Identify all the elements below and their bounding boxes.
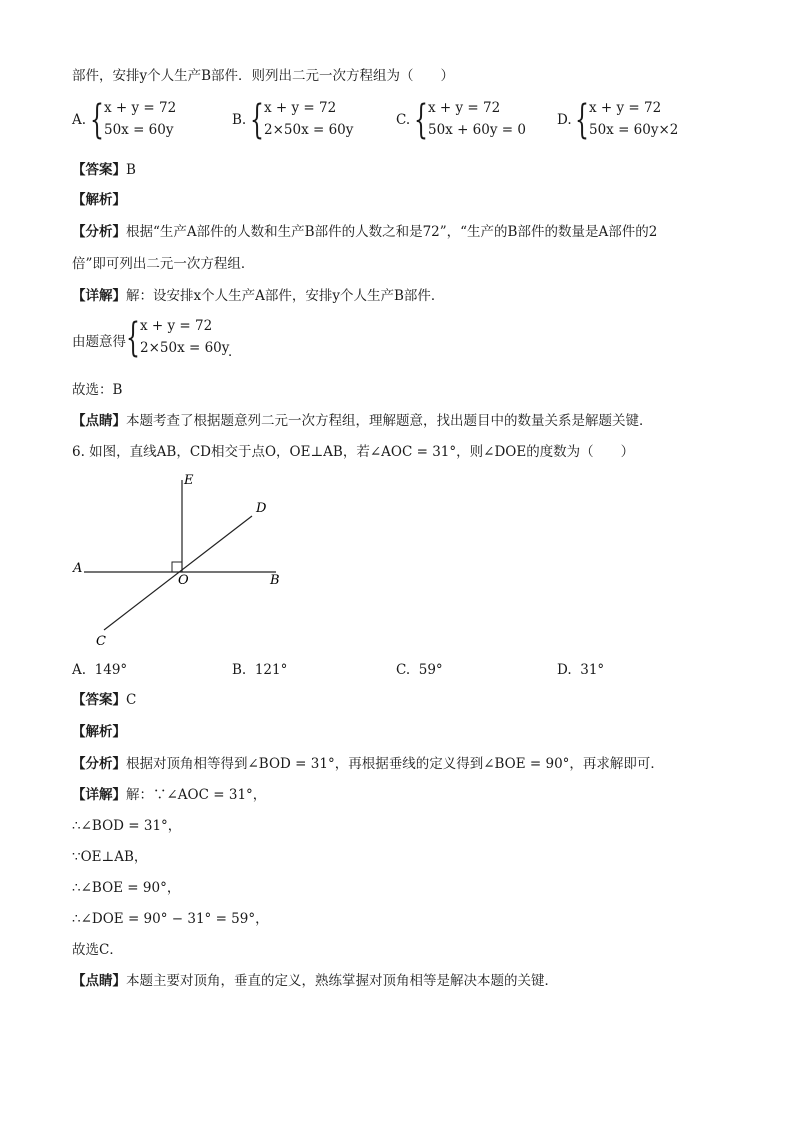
dianjing-text: 本题主要对顶角，垂直的定义，熟练掌握对顶角相等是解决本题的关键． <box>126 973 558 989</box>
q6-option-d <box>557 662 604 678</box>
option-label: D. <box>557 662 572 678</box>
q6-dianjing <box>72 971 558 991</box>
answer-value: B <box>126 162 136 178</box>
solution-step: 解：∵∠AOC = 31°， <box>126 787 267 803</box>
dianjing-tag: 【点睛】 <box>72 973 126 989</box>
answer-tag: 【答案】 <box>72 162 126 178</box>
q6-answer <box>72 690 136 710</box>
solution-step: ∴∠BOD = 31°， <box>72 818 182 834</box>
q6-xiangjie <box>72 785 266 805</box>
point-label-c: C <box>96 634 106 649</box>
q6-fenxi <box>72 754 664 774</box>
analysis-tag: 【解析】 <box>72 724 126 740</box>
q5-option-a <box>72 97 222 146</box>
xiangjie-tag: 【详解】 <box>72 787 126 803</box>
q5-choose: 故选：B <box>72 382 123 398</box>
point-label-a: A <box>73 561 83 576</box>
q5-analysis-tag <box>72 190 126 210</box>
system-end: ． <box>228 344 242 360</box>
equation-2: 2×50x = 60y <box>264 122 354 138</box>
option-label: A. <box>72 112 87 128</box>
q6-option-a <box>72 662 127 678</box>
brace-icon: { <box>250 97 264 143</box>
q5-fenxi-cont: 倍”即可列出二元一次方程组． <box>72 256 255 272</box>
q5-fenxi <box>72 222 657 242</box>
point-label-e: E <box>184 473 194 488</box>
fenxi-text: 根据对顶角相等得到∠BOD = 31°，再根据垂线的定义得到∠BOE = 90°，再求解即可． <box>126 756 664 772</box>
solution-step: ∵OE⊥AB， <box>72 849 148 865</box>
equation-1: x + y = 72 <box>428 100 501 116</box>
q5-option-d <box>557 97 707 146</box>
q5-option-b <box>232 97 382 146</box>
q6-stem: 6. 如图，直线AB，CD相交于点O，OE⊥AB，若∠AOC = 31°，则∠DOE的度数为（ ） <box>72 444 635 460</box>
fenxi-tag: 【分析】 <box>72 756 126 772</box>
point-label-d: D <box>256 501 267 516</box>
point-label-o: O <box>178 573 189 588</box>
q6-option-c <box>396 662 443 678</box>
equation-2: 50x + 60y = 0 <box>428 122 526 138</box>
brace-icon: { <box>90 97 104 143</box>
option-label: B. <box>232 662 247 678</box>
option-label: A. <box>72 662 87 678</box>
xiangjie-text: 解：设安排x个人生产A部件，安排y个人生产B部件． <box>126 288 445 304</box>
fenxi-text: 根据“生产A部件的人数和生产B部件的人数之和是72”，“生产的B部件的数量是A部件的2 <box>126 224 658 240</box>
equation-2: 50x = 60y×2 <box>589 122 679 138</box>
dianjing-tag: 【点睛】 <box>72 413 126 429</box>
brace-icon: { <box>126 315 140 361</box>
answer-value: C <box>126 692 137 708</box>
solution-step: ∴∠BOE = 90°， <box>72 880 181 896</box>
option-value: 149° <box>94 662 128 678</box>
equation-1: x + y = 72 <box>264 100 337 116</box>
brace-icon: { <box>575 97 589 143</box>
q6-option-b <box>232 662 287 678</box>
q5-dianjing <box>72 411 653 431</box>
option-value: 121° <box>254 662 288 678</box>
solution-step: ∴∠DOE = 90° − 31° = 59°， <box>72 911 269 927</box>
option-label: B. <box>232 112 247 128</box>
equation-1: x + y = 72 <box>104 100 177 116</box>
q5-xiangjie <box>72 286 444 306</box>
analysis-tag: 【解析】 <box>72 192 126 208</box>
q6-figure <box>68 468 288 652</box>
equation-1: x + y = 72 <box>140 318 213 334</box>
equation-2: 50x = 60y <box>104 122 174 138</box>
q5-answer <box>72 160 136 180</box>
option-value: 31° <box>580 662 605 678</box>
fenxi-tag: 【分析】 <box>72 224 126 240</box>
answer-tag: 【答案】 <box>72 692 126 708</box>
q5-system <box>72 315 312 364</box>
brace-icon: { <box>414 97 428 143</box>
equation-2: 2×50x = 60y <box>140 340 230 356</box>
system-label: 由题意得 <box>72 334 126 350</box>
point-label-b: B <box>270 573 280 588</box>
q5-option-c <box>396 97 546 146</box>
q5-stem-tail: 部件，安排y个人生产B部件．则列出二元一次方程组为（ ） <box>72 68 455 84</box>
xiangjie-tag: 【详解】 <box>72 288 126 304</box>
q6-analysis-tag <box>72 722 126 742</box>
option-label: C. <box>396 662 411 678</box>
dianjing-text: 本题考查了根据题意列二元一次方程组，理解题意，找出题目中的数量关系是解题关键． <box>126 413 653 429</box>
option-label: D. <box>557 112 572 128</box>
q6-choose: 故选C． <box>72 942 123 958</box>
option-value: 59° <box>418 662 443 678</box>
option-label: C. <box>396 112 411 128</box>
equation-1: x + y = 72 <box>589 100 662 116</box>
